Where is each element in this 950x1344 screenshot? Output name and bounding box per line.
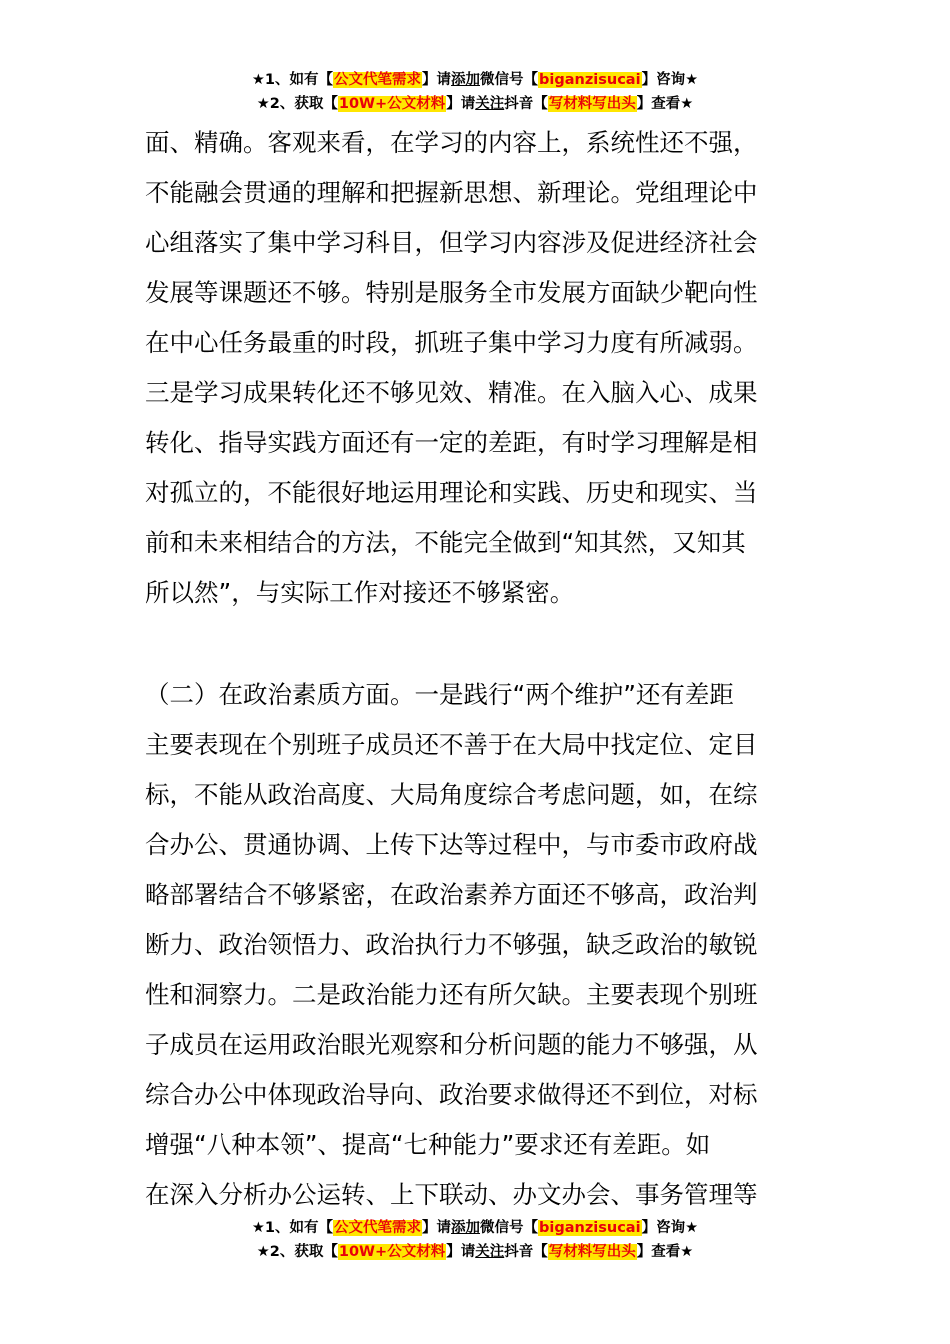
banner-text: 抖音【 (504, 1244, 548, 1260)
text-line: 在中心任务最重的时段，抓班子集中学习力度有所减弱。 (145, 328, 758, 357)
banner-text: 】查看★ (636, 96, 694, 112)
banner-text: 抖音【 (504, 96, 548, 112)
text-line: 性和洞察力。二是政治能力还有所欠缺。主要表现个别班 (145, 980, 758, 1009)
banner-text: 】查看★ (636, 1244, 694, 1260)
banner-text: 】请 (422, 1220, 452, 1236)
banner-underline-text: 添加 (451, 1220, 481, 1236)
banner-text: 】咨询★ (641, 72, 699, 88)
text-line: 断力、政治领悟力、政治执行力不够强，缺乏政治的敏锐 (145, 930, 758, 959)
banner-line-2 (0, 1240, 950, 1264)
paragraph-1 (145, 118, 815, 618)
banner-line-1 (0, 68, 950, 92)
banner-highlight-douyin-id: 写材料写出头 (548, 1244, 636, 1260)
text-line: 子成员在运用政治眼光观察和分析问题的能力不够强，从 (145, 1030, 758, 1059)
text-line: 增强“八种本领”、提高“七种能力”要求还有差距。如 (145, 1130, 711, 1159)
banner-text: 】请 (446, 96, 476, 112)
text-line: 对孤立的，不能很好地运用理论和实践、历史和现实、当 (145, 478, 758, 507)
banner-highlight-douyin-id: 写材料写出头 (548, 96, 636, 112)
document-body (145, 118, 815, 1220)
banner-highlight: 10W+公文材料 (338, 1244, 446, 1260)
banner-text: ★1、如有【 (251, 72, 334, 88)
banner-text: ★2、获取【 (256, 96, 338, 112)
text-line: 标，不能从政治高度、大局角度综合考虑问题，如，在综 (145, 780, 758, 809)
top-banner (0, 68, 950, 116)
text-line: 转化、指导实践方面还有一定的差距，有时学习理解是相 (145, 428, 758, 457)
text-line: 主要表现在个别班子成员还不善于在大局中找定位、定目 (145, 730, 758, 759)
banner-text: 】咨询★ (641, 1220, 699, 1236)
text-line: 综合办公中体现政治导向、政治要求做得还不到位，对标 (145, 1080, 758, 1109)
text-line: 不能融会贯通的理解和把握新思想、新理论。党组理论中 (145, 178, 758, 207)
banner-text: 】请 (446, 1244, 476, 1260)
text-line: 前和未来相结合的方法，不能完全做到“知其然，又知其 (145, 528, 746, 557)
text-line: 三是学习成果转化还不够见效、精准。在入脑入心、成果 (145, 378, 758, 407)
text-line: 所以然”，与实际工作对接还不够紧密。 (145, 578, 575, 607)
banner-highlight: 公文代笔需求 (334, 72, 422, 88)
text-line: 心组落实了集中学习科目，但学习内容涉及促进经济社会 (145, 228, 758, 257)
text-line: 在深入分析办公运转、上下联动、办文办会、事务管理等 (145, 1180, 758, 1209)
banner-text: 微信号【 (480, 1220, 539, 1236)
banner-text: 微信号【 (480, 72, 539, 88)
banner-highlight: 10W+公文材料 (338, 96, 446, 112)
banner-underline-text: 关注 (475, 1244, 505, 1260)
text-line: 略部署结合不够紧密，在政治素养方面还不够高，政治判 (145, 880, 758, 909)
banner-line-1 (0, 1216, 950, 1240)
text-line: 面、精确。客观来看，在学习的内容上，系统性还不强， (145, 128, 758, 157)
bottom-banner (0, 1216, 950, 1264)
paragraph-gap (145, 618, 815, 670)
banner-text: ★1、如有【 (251, 1220, 334, 1236)
paragraph-2 (145, 670, 815, 1220)
text-line: 发展等课题还不够。特别是服务全市发展方面缺少靶向性 (145, 278, 758, 307)
banner-text: 】请 (422, 72, 452, 88)
text-line: （二）在政治素质方面。一是践行“两个维护”还有差距 (145, 680, 734, 709)
banner-highlight-wechat-id: biganzisucai (539, 72, 641, 88)
banner-line-2 (0, 92, 950, 116)
banner-underline-text: 添加 (451, 72, 481, 88)
banner-text: ★2、获取【 (256, 1244, 338, 1260)
banner-highlight-wechat-id: biganzisucai (539, 1220, 641, 1236)
banner-highlight: 公文代笔需求 (334, 1220, 422, 1236)
text-line: 合办公、贯通协调、上传下达等过程中，与市委市政府战 (145, 830, 758, 859)
banner-underline-text: 关注 (475, 96, 505, 112)
